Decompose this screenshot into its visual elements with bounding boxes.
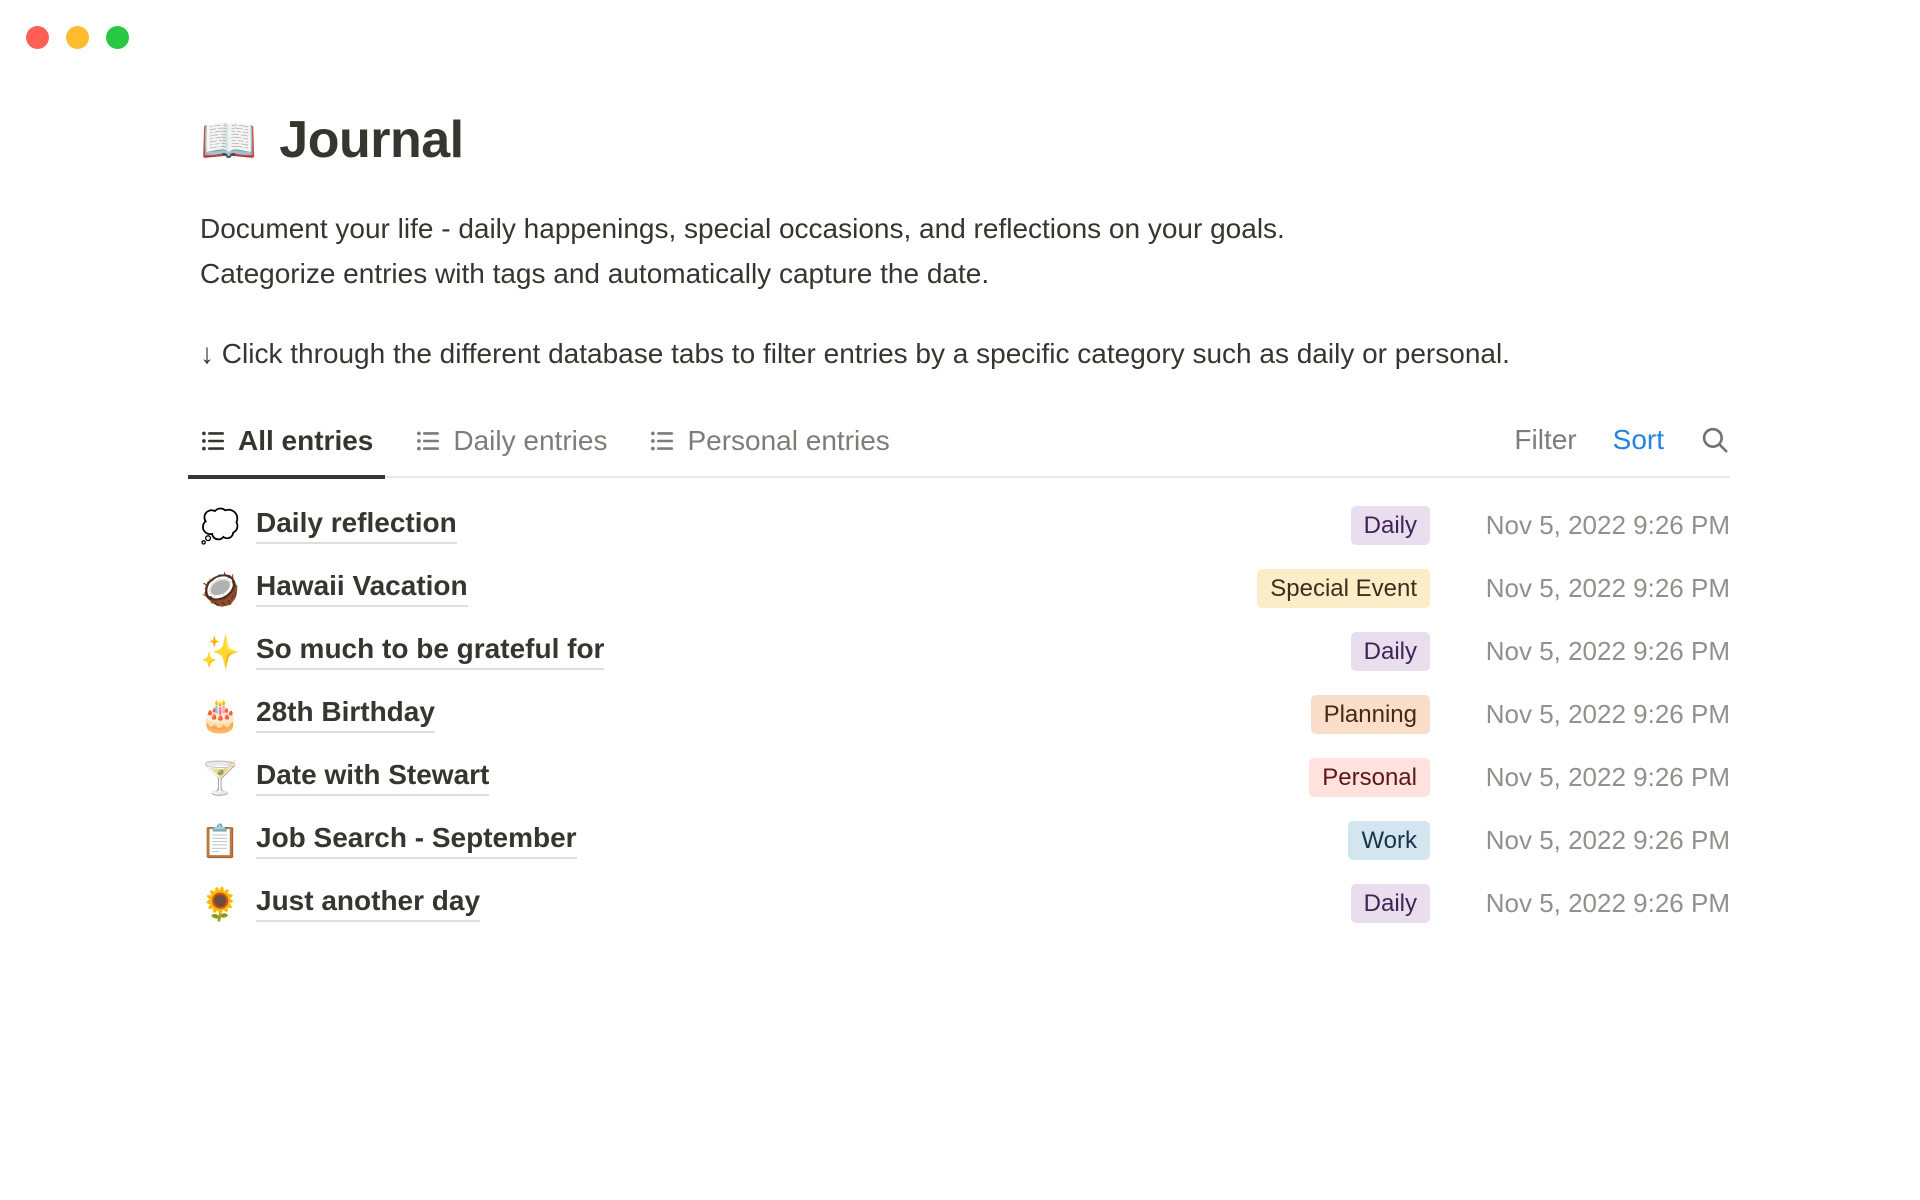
window-controls xyxy=(26,26,129,49)
entry-tag[interactable]: Daily xyxy=(1351,506,1430,545)
entry-title-link[interactable]: Just another day xyxy=(256,885,480,922)
entry-title-link[interactable]: Job Search - September xyxy=(256,822,577,859)
entry-date: Nov 5, 2022 9:26 PM xyxy=(1485,699,1730,729)
tab-label: Daily entries xyxy=(453,425,608,456)
description-line-2: Categorize entries with tags and automatically capture the date. xyxy=(200,258,990,289)
entry-emoji: 📋 xyxy=(200,822,240,859)
list-view-icon xyxy=(415,428,441,454)
tab-all-entries[interactable] xyxy=(188,425,385,479)
entry-tag[interactable]: Daily xyxy=(1351,632,1430,671)
entry-tag[interactable]: Work xyxy=(1348,821,1430,860)
page-header xyxy=(200,110,1730,170)
entry-title-link[interactable]: So much to be grateful for xyxy=(256,633,604,670)
entry-emoji: 🍸 xyxy=(200,759,240,796)
entry-emoji: 🥥 xyxy=(200,570,240,607)
entry-title-link[interactable]: Hawaii Vacation xyxy=(256,570,468,607)
filter-button[interactable]: Filter xyxy=(1514,424,1577,455)
minimize-window-button[interactable] xyxy=(66,26,89,49)
page-description xyxy=(200,206,1730,296)
table-row[interactable] xyxy=(200,557,1730,620)
tab-label: Personal entries xyxy=(687,425,890,456)
search-icon xyxy=(1700,425,1730,455)
page-content xyxy=(200,110,1730,935)
entry-title-link[interactable]: 28th Birthday xyxy=(256,696,435,733)
entry-title-link[interactable]: Date with Stewart xyxy=(256,759,489,796)
entry-tag[interactable]: Personal xyxy=(1309,758,1430,797)
sort-button[interactable]: Sort xyxy=(1612,424,1664,455)
page-emoji-icon[interactable]: 📖 xyxy=(200,114,258,166)
list-view-icon xyxy=(200,428,226,454)
zoom-window-button[interactable] xyxy=(106,26,129,49)
list-view-icon xyxy=(649,428,675,454)
database-tab-bar xyxy=(188,424,1730,478)
entry-date: Nov 5, 2022 9:26 PM xyxy=(1485,825,1730,855)
tab-label: All entries xyxy=(238,425,374,456)
table-row[interactable] xyxy=(200,746,1730,809)
entry-tag[interactable]: Planning xyxy=(1311,695,1430,734)
page-title: Journal xyxy=(279,111,464,169)
table-row[interactable] xyxy=(200,809,1730,872)
entry-title-link[interactable]: Daily reflection xyxy=(256,507,457,544)
entry-tag[interactable]: Special Event xyxy=(1257,569,1430,608)
callout-text: ↓ Click through the different database tabs to filter entries by a specific category such as daily or personal. xyxy=(200,338,1510,369)
close-window-button[interactable] xyxy=(26,26,49,49)
table-row[interactable] xyxy=(200,683,1730,746)
entry-date: Nov 5, 2022 9:26 PM xyxy=(1485,636,1730,666)
database-toolbar xyxy=(1514,424,1730,476)
entry-emoji: 💭 xyxy=(200,507,240,544)
entry-date: Nov 5, 2022 9:26 PM xyxy=(1485,510,1730,540)
table-row[interactable] xyxy=(200,494,1730,557)
entries-list xyxy=(200,494,1730,935)
entry-emoji: 🎂 xyxy=(200,696,240,733)
entry-emoji: ✨ xyxy=(200,633,240,670)
entry-date: Nov 5, 2022 9:26 PM xyxy=(1485,762,1730,792)
table-row[interactable] xyxy=(200,872,1730,935)
entry-emoji: 🌻 xyxy=(200,885,240,922)
table-row[interactable] xyxy=(200,620,1730,683)
entry-date: Nov 5, 2022 9:26 PM xyxy=(1485,573,1730,603)
tab-daily-entries[interactable] xyxy=(403,425,619,479)
entry-tag[interactable]: Daily xyxy=(1351,884,1430,923)
entry-date: Nov 5, 2022 9:26 PM xyxy=(1485,888,1730,918)
search-button[interactable] xyxy=(1700,425,1730,455)
description-line-1: Document your life - daily happenings, special occasions, and reflections on your goals. xyxy=(200,213,1285,244)
tab-personal-entries[interactable] xyxy=(637,425,901,479)
